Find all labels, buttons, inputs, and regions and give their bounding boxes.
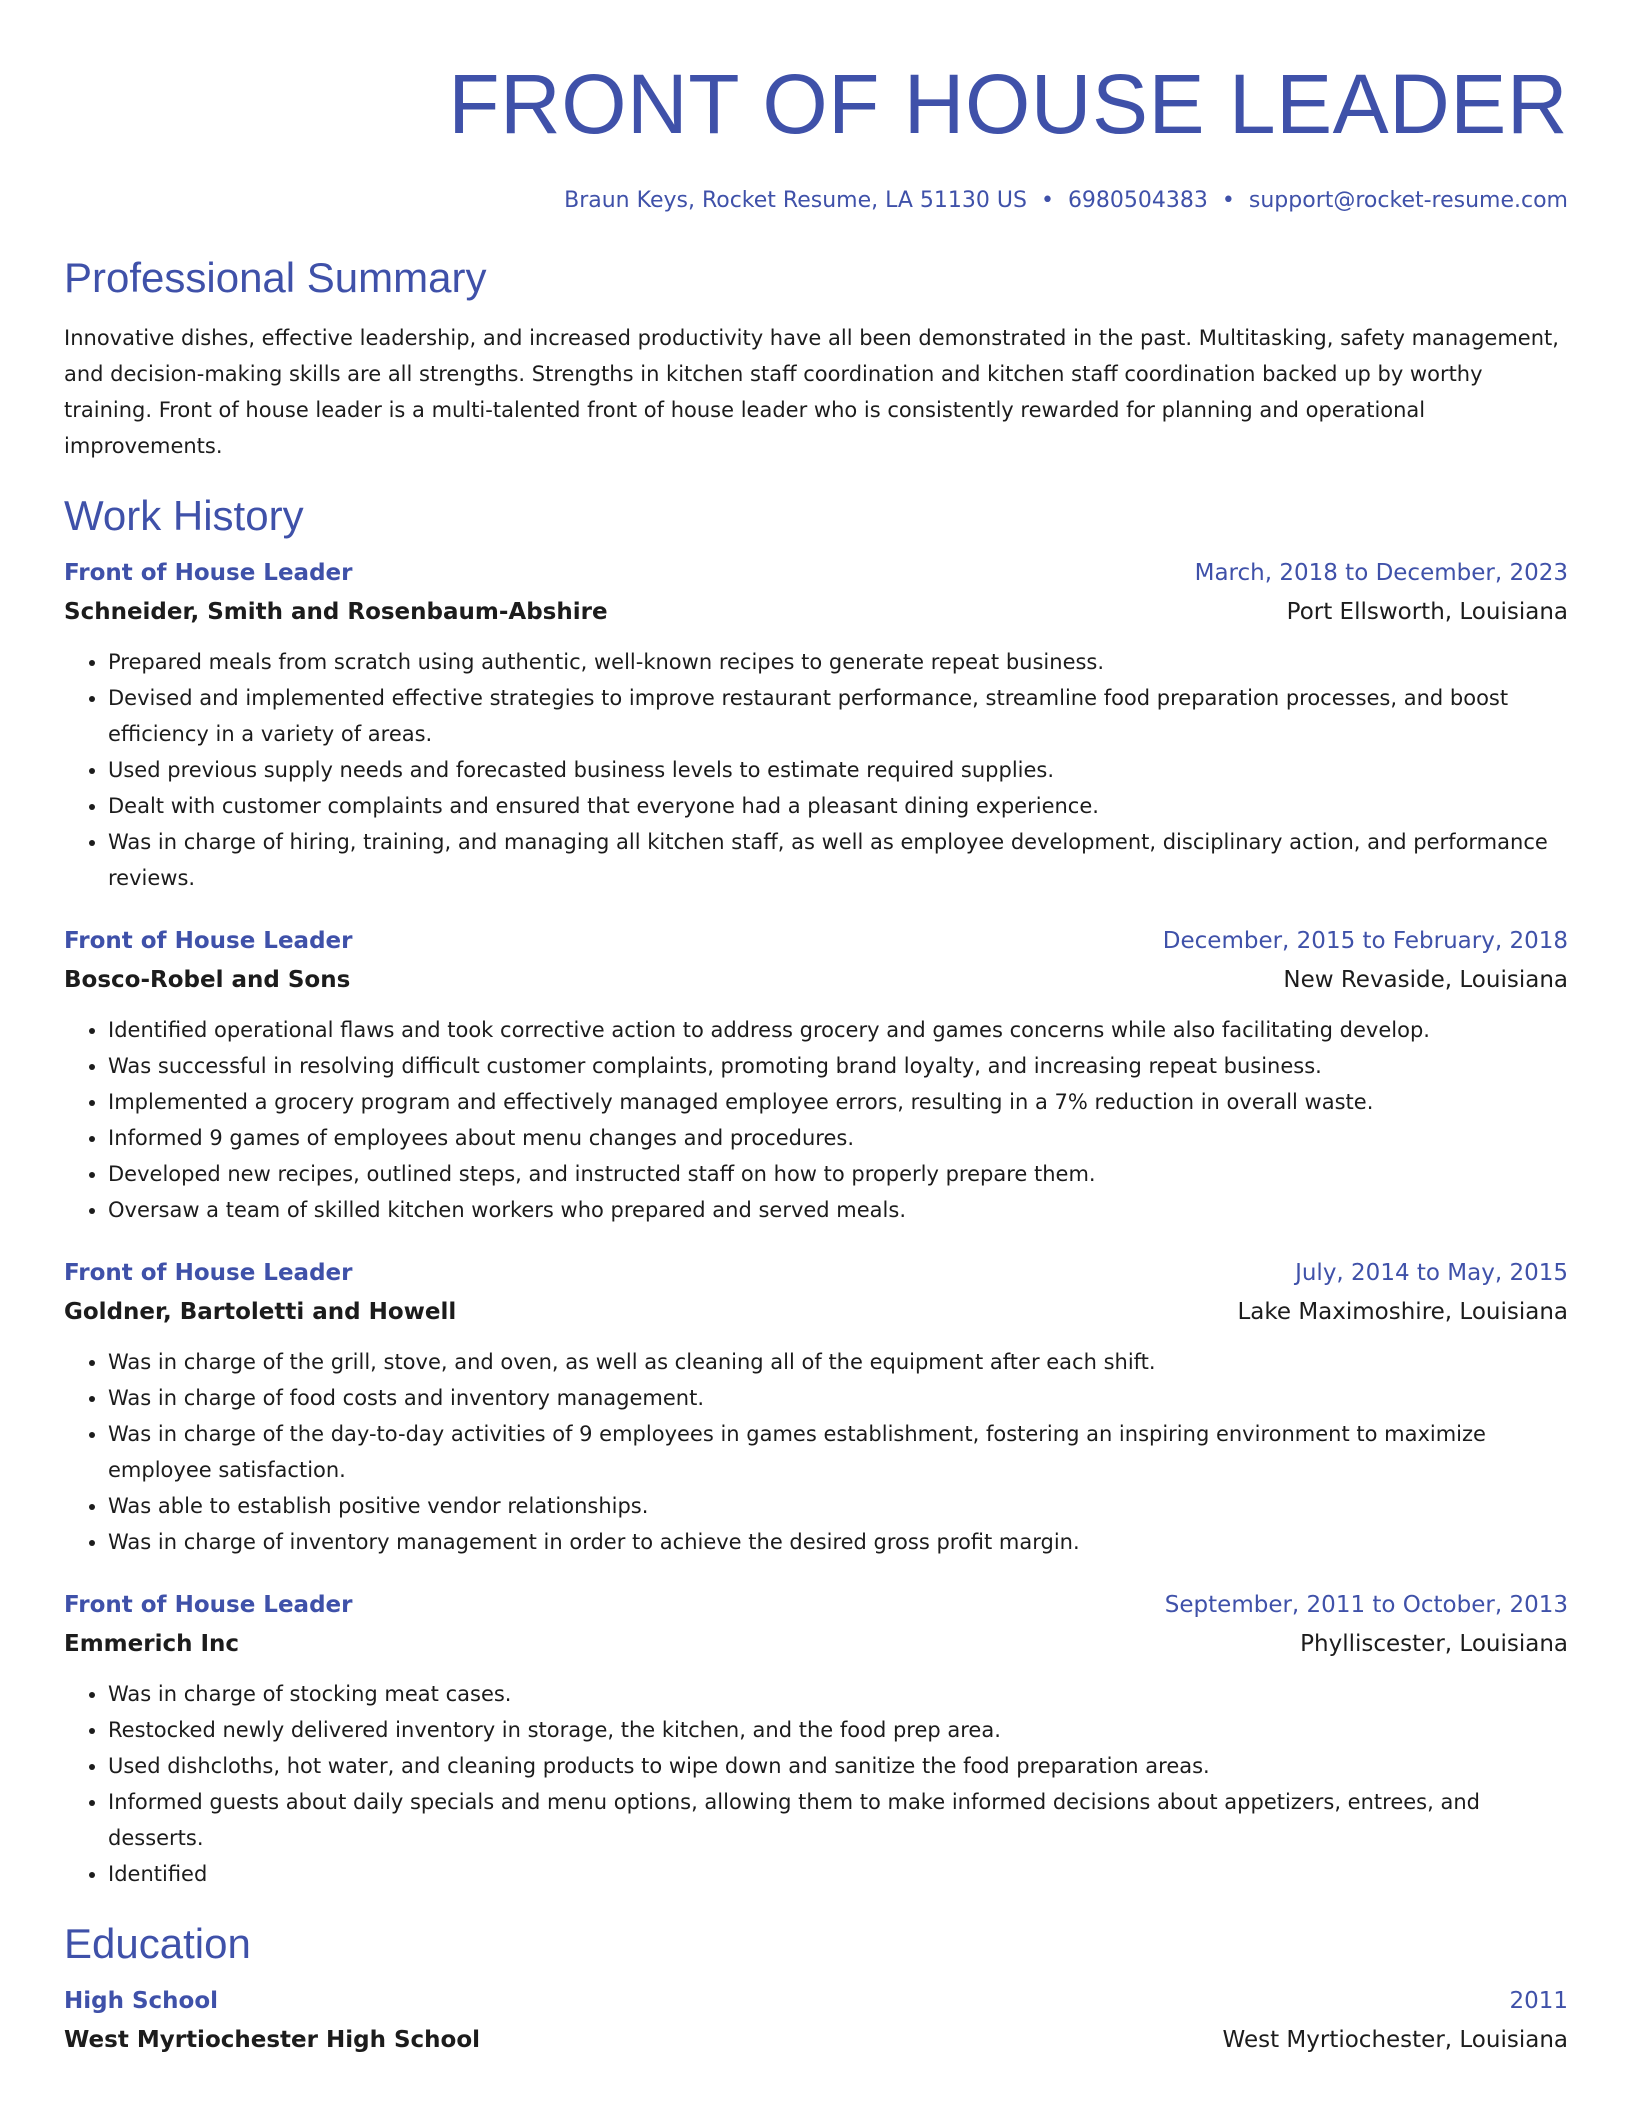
job-entry — [64, 1586, 1568, 1892]
education-degree: High School — [64, 1988, 219, 2014]
work-history-section — [64, 490, 1568, 1892]
resume-header — [64, 0, 1568, 216]
job-bullet: • Was in charge of inventory management in order to achieve the desired gross profit margin. — [108, 1524, 1568, 1560]
job-entry — [64, 554, 1568, 896]
job-dates: July, 2014 to May, 2015 — [1295, 1260, 1568, 1286]
job-entry — [64, 922, 1568, 1228]
contact-separator: • — [1221, 188, 1235, 213]
job-location: New Revaside, Louisiana — [1283, 967, 1568, 993]
job-bullets — [64, 1344, 1568, 1560]
section-heading: Education — [64, 1920, 251, 1967]
education-degree-row — [64, 1982, 1568, 2020]
job-bullet: • Was in charge of the day-to-day activities of 9 employees in games establishment, fostering an inspiring environment to maximize employee satisfaction. — [108, 1416, 1568, 1488]
job-title-row — [64, 554, 1568, 592]
job-company: Schneider, Smith and Rosenbaum-Abshire — [64, 599, 608, 625]
job-bullet: • Dealt with customer complaints and ensured that everyone had a pleasant dining experience. — [108, 788, 1568, 824]
job-title: Front of House Leader — [64, 928, 353, 954]
page-title: FRONT OF HOUSE LEADER — [448, 57, 1568, 151]
job-bullet: • Restocked newly delivered inventory in storage, the kitchen, and the food prep area. — [108, 1712, 1568, 1748]
job-bullet: • Developed new recipes, outlined steps, and instructed staff on how to properly prepare them. — [108, 1156, 1568, 1192]
job-company: Goldner, Bartoletti and Howell — [64, 1299, 457, 1325]
education-year: 2011 — [1509, 1988, 1568, 2014]
job-title: Front of House Leader — [64, 1592, 353, 1618]
job-bullet: • Was in charge of stocking meat cases. — [108, 1676, 1568, 1712]
job-bullet: • Was in charge of hiring, training, and managing all kitchen staff, as well as employee development, disciplinary action, and performance reviews. — [108, 824, 1568, 896]
contact-separator: • — [1040, 188, 1054, 213]
job-bullet: • Informed guests about daily specials and menu options, allowing them to make informed decisions about appetizers, entrees, and desserts. — [108, 1784, 1568, 1856]
contact-line — [64, 186, 1568, 216]
job-bullet: • Oversaw a team of skilled kitchen workers who prepared and served meals. — [108, 1192, 1568, 1228]
job-company: Bosco-Robel and Sons — [64, 967, 351, 993]
job-title-row — [64, 1254, 1568, 1292]
job-entry — [64, 1254, 1568, 1560]
job-bullet: • Devised and implemented effective strategies to improve restaurant performance, streamline food preparation processes, and boost efficiency in a variety of areas. — [108, 680, 1568, 752]
education-entry — [64, 1982, 1568, 2060]
professional-summary-section — [64, 252, 1568, 464]
job-dates: December, 2015 to February, 2018 — [1162, 928, 1568, 954]
job-bullet: • Was able to establish positive vendor relationships. — [108, 1488, 1568, 1524]
contact-email: support@rocket-resume.com — [1248, 188, 1568, 213]
job-bullets — [64, 1012, 1568, 1228]
contact-phone: 6980504383 — [1067, 188, 1208, 213]
contact-address: Braun Keys, Rocket Resume, LA 51130 US — [564, 188, 1027, 213]
summary-text: Innovative dishes, effective leadership, and increased productivity have all been demonstrated in the past. Multitasking, safety management, and decision-making skills are all strengths. Strengths in kitchen staff coordination and kitchen staff coordination backed up by worthy training. Front of house leader is a multi-talented front of house leader who is consistently rewarded for planning and operational improvements. — [64, 326, 1559, 458]
education-section — [64, 1918, 1568, 2060]
job-bullet: • Used previous supply needs and forecasted business levels to estimate required supplies. — [108, 752, 1568, 788]
job-dates: March, 2018 to December, 2023 — [1194, 560, 1568, 586]
job-bullet: • Implemented a grocery program and effectively managed employee errors, resulting in a 7% reduction in overall waste. — [108, 1084, 1568, 1120]
job-bullet: • Used dishcloths, hot water, and cleaning products to wipe down and sanitize the food preparation areas. — [108, 1748, 1568, 1784]
job-bullet: • Prepared meals from scratch using authentic, well-known recipes to generate repeat business. — [108, 644, 1568, 680]
job-bullet: • Was in charge of food costs and inventory management. — [108, 1380, 1568, 1416]
job-title: Front of House Leader — [64, 1260, 353, 1286]
job-bullets — [64, 644, 1568, 896]
job-title-row — [64, 922, 1568, 960]
job-title-row — [64, 1586, 1568, 1624]
job-location: Port Ellsworth, Louisiana — [1286, 599, 1568, 625]
job-location: Lake Maximoshire, Louisiana — [1237, 1299, 1568, 1325]
education-location: West Myrtiochester, Louisiana — [1222, 2027, 1568, 2053]
job-dates: September, 2011 to October, 2013 — [1164, 1592, 1568, 1618]
job-bullets — [64, 1676, 1568, 1892]
job-bullet: • Identified operational flaws and took corrective action to address grocery and games concerns while also facilitating develop. — [108, 1012, 1568, 1048]
job-company-row — [64, 1292, 1568, 1332]
job-bullet: • Was in charge of the grill, stove, and oven, as well as cleaning all of the equipment after each shift. — [108, 1344, 1568, 1380]
job-title: Front of House Leader — [64, 560, 353, 586]
job-bullet: • Informed 9 games of employees about menu changes and procedures. — [108, 1120, 1568, 1156]
job-bullet: • Identified — [108, 1856, 1568, 1892]
job-location: Phylliscester, Louisiana — [1300, 1631, 1568, 1657]
section-heading: Work History — [64, 492, 304, 539]
job-company-row — [64, 592, 1568, 632]
job-company: Emmerich Inc — [64, 1631, 240, 1657]
job-company-row — [64, 960, 1568, 1000]
job-bullet: • Was successful in resolving difficult customer complaints, promoting brand loyalty, and increasing repeat business. — [108, 1048, 1568, 1084]
education-school: West Myrtiochester High School — [64, 2027, 481, 2053]
job-company-row — [64, 1624, 1568, 1664]
section-heading: Professional Summary — [64, 254, 487, 301]
education-school-row — [64, 2020, 1568, 2060]
